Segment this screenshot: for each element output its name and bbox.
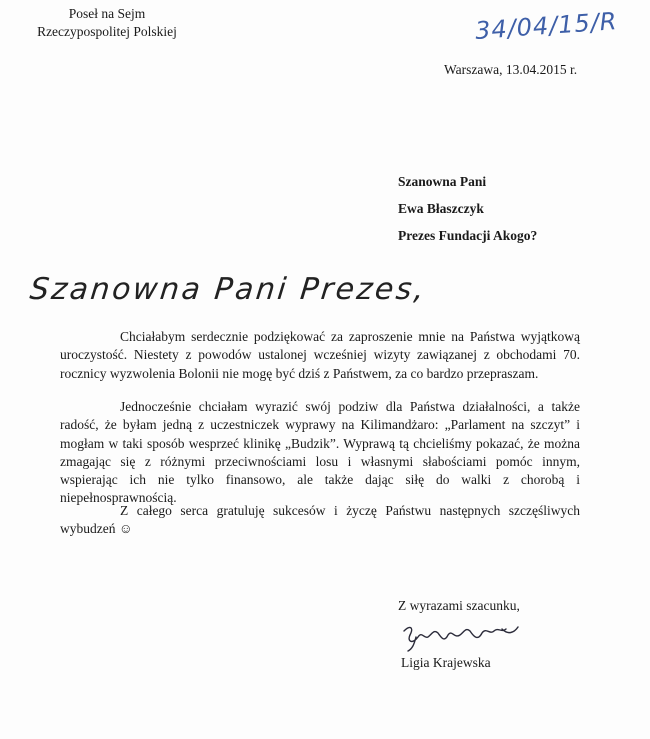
paragraph-text: Z całego serca gratuluję sukcesów i życzę Państwu następnych szczęśliwych wybudzeń ☺ xyxy=(60,503,580,537)
paragraph-text: Chciałabym serdecznie podziękować za zaproszenie mnie na Państwa wyjątkową uroczystość. Niestety z powodów ustalonej wcześniej wizyty zawiązanej z obchodami 70. rocznicy wyzwolenia Bolonii nie mogę być dziś z Państwem, za co bardzo przepraszam. xyxy=(60,329,580,381)
signer-name: Ligia Krajewska xyxy=(401,655,491,670)
sender-title: Poseł na Sejm xyxy=(68,6,146,21)
signature-scribble xyxy=(398,617,528,653)
recipient-name: Ewa Błaszczyk xyxy=(398,201,484,216)
handwritten-registry-number: 34/04/15/R xyxy=(474,7,619,45)
handwritten-salutation: Szanowna Pani Prezes, xyxy=(28,272,428,307)
recipient-salutation: Szanowna Pani xyxy=(398,174,487,189)
paragraph-text: Jednocześnie chciałam wyrazić swój podziw dla Państwa działalności, a także radość, że byłam jedną z uczestniczek wyprawy na Kilimandżaro: „Parlament na szczyt” i mogłam w taki sposób wesprzeć klinikę „Budzik”. Wyprawą tą chcieliśmy pokazać, że można zmagając się z różnymi przeciwnościami losu i własnymi słabościami pomóc innym, wspierając ich nie tylko finansowo, ale także dając siłę do walki z chorobą i niepełnosprawnością. xyxy=(60,399,580,506)
closing-phrase: Z wyrazami szacunku, xyxy=(398,598,520,613)
body-paragraph-3 xyxy=(60,502,580,539)
body-paragraph-1 xyxy=(60,328,580,383)
letter-date: Warszawa, 13.04.2015 r. xyxy=(444,62,578,77)
recipient-title: Prezes Fundacji Akogo? xyxy=(398,228,538,243)
sender-institution: Rzeczypospolitej Polskiej xyxy=(37,24,177,39)
sender-heading xyxy=(0,5,214,41)
body-paragraph-2 xyxy=(60,398,580,508)
